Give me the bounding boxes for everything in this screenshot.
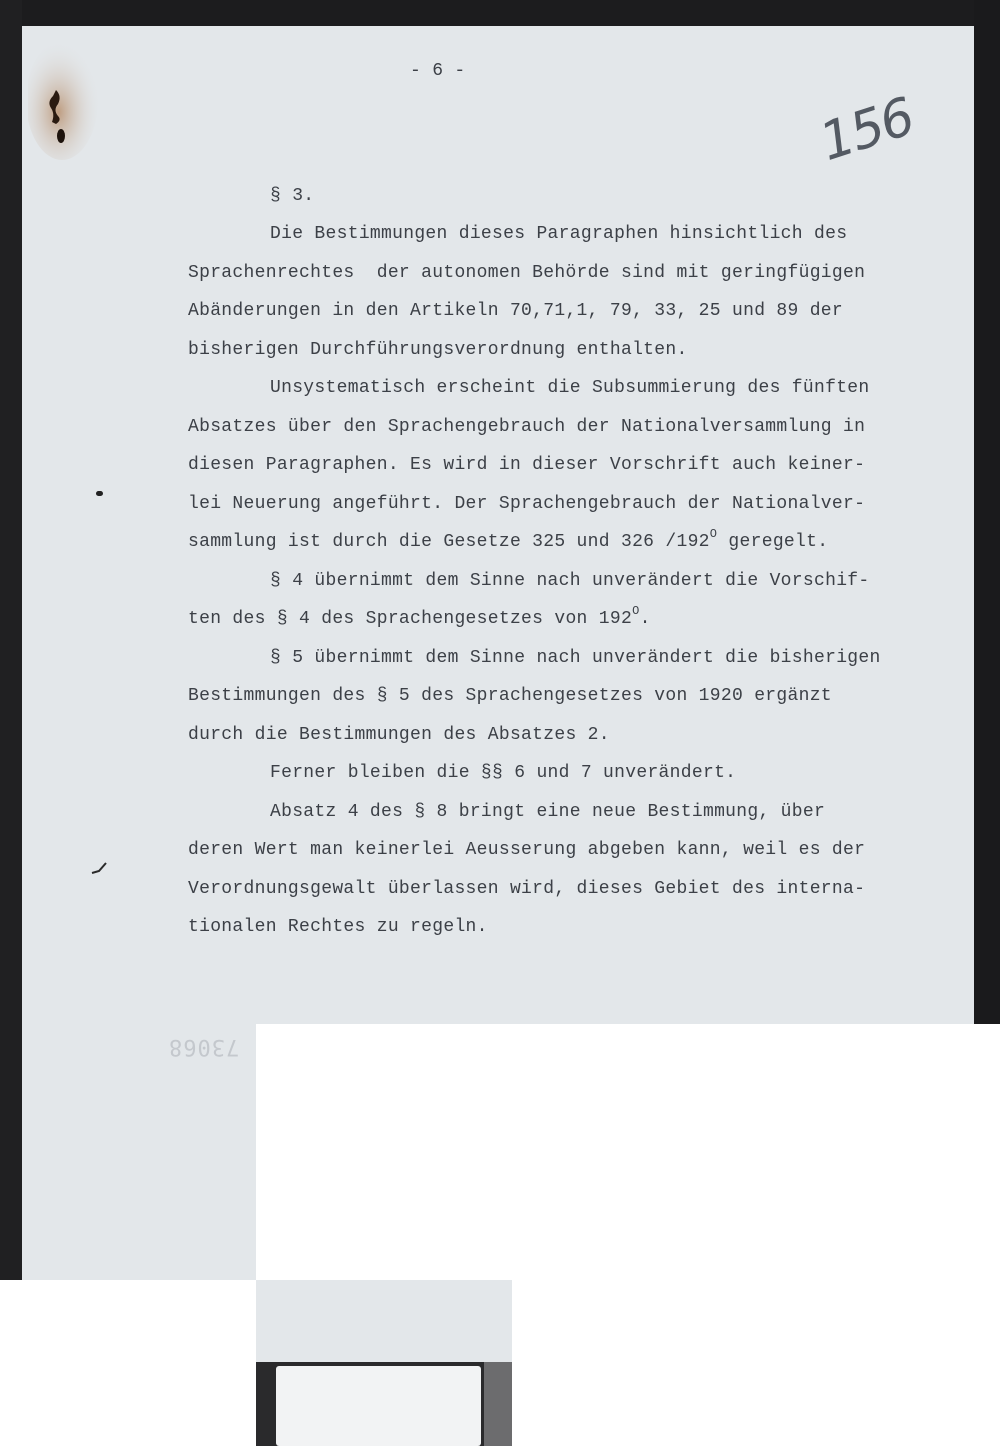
text-line <box>188 263 865 283</box>
text-line <box>270 378 870 398</box>
text-line <box>188 686 832 706</box>
text-line <box>188 301 843 321</box>
text-line-main: bisherigen Durchführungsverordnung enthalten. <box>188 340 688 360</box>
text-line <box>270 763 736 783</box>
text-line-main: Absatz 4 des § 8 bringt eine neue Bestimmung, über <box>270 802 826 822</box>
text-line <box>188 417 865 437</box>
calibration-card-edge <box>484 1362 512 1446</box>
text-line <box>188 340 688 360</box>
text-line-main: ten des § 4 des Sprachengesetzes von 192 <box>188 609 633 629</box>
calibration-card <box>276 1366 481 1446</box>
white-cutout <box>256 1024 1000 1280</box>
text-line-main: Ferner bleiben die §§ 6 und 7 unverändert. <box>270 763 737 783</box>
text-line-after: geregelt. <box>717 532 829 552</box>
burn-mark <box>28 30 108 160</box>
text-line-main: Bestimmungen des § 5 des Sprachengesetzes von 1920 ergänzt <box>188 686 832 706</box>
text-line-main: § 4 übernimmt dem Sinne nach unverändert die Vorschif- <box>270 571 870 591</box>
ink-speck <box>96 491 103 496</box>
text-line-main: lei Neuerung angeführt. Der Sprachengebrauch der Nationalver- <box>188 494 866 514</box>
text-line-main: diesen Paragraphen. Es wird in dieser Vorschrift auch keiner- <box>188 455 866 475</box>
text-line <box>188 725 610 745</box>
text-line <box>188 494 865 514</box>
text-line-main: deren Wert man keinerlei Aeusserung abgeben kann, weil es der <box>188 840 866 860</box>
page-number: - 6 - <box>410 61 466 81</box>
text-line-main: Abänderungen in den Artikeln 70,71,1, 79, 33, 25 und 89 der <box>188 301 844 321</box>
scanner-bed-left <box>0 0 22 1280</box>
text-line-main: § 5 übernimmt dem Sinne nach unverändert die bisherigen <box>270 648 881 668</box>
text-line-main: sammlung ist durch die Gesetze 325 und 326 /192 <box>188 532 710 552</box>
section-heading: § 3. <box>270 186 315 206</box>
text-line <box>270 224 847 244</box>
paper-strip <box>256 1280 512 1362</box>
text-line-main: durch die Bestimmungen des Absatzes 2. <box>188 725 610 745</box>
text-line <box>188 917 488 937</box>
text-line <box>270 571 870 591</box>
scanner-bed-top <box>0 0 1000 26</box>
text-line-main: Absatzes über den Sprachengebrauch der Nationalversammlung in <box>188 417 866 437</box>
text-line <box>188 879 865 899</box>
text-line-main: Sprachenrechtes der autonomen Behörde sind mit geringfügigen <box>188 263 866 283</box>
text-line <box>188 604 651 629</box>
text-line-main: Unsystematisch erscheint die Subsummierung des fünften <box>270 378 870 398</box>
superscript: O <box>632 604 640 618</box>
text-line-main: Verordnungsgewalt überlassen wird, dieses Gebiet des interna- <box>188 879 866 899</box>
text-line <box>188 840 865 860</box>
text-line <box>188 455 865 475</box>
text-line-main: Die Bestimmungen dieses Paragraphen hinsichtlich des <box>270 224 848 244</box>
text-line-after: . <box>639 609 651 629</box>
text-line <box>270 802 825 822</box>
text-line-main: tionalen Rechtes zu regeln. <box>188 917 488 937</box>
folio-annotation: 156 <box>813 87 921 173</box>
text-line <box>270 648 881 668</box>
superscript: O <box>709 527 718 541</box>
scanner-bed-right <box>974 0 1000 1024</box>
ink-mark <box>90 860 110 876</box>
text-line <box>188 527 829 552</box>
archive-stamp: 73068 <box>168 1034 240 1059</box>
